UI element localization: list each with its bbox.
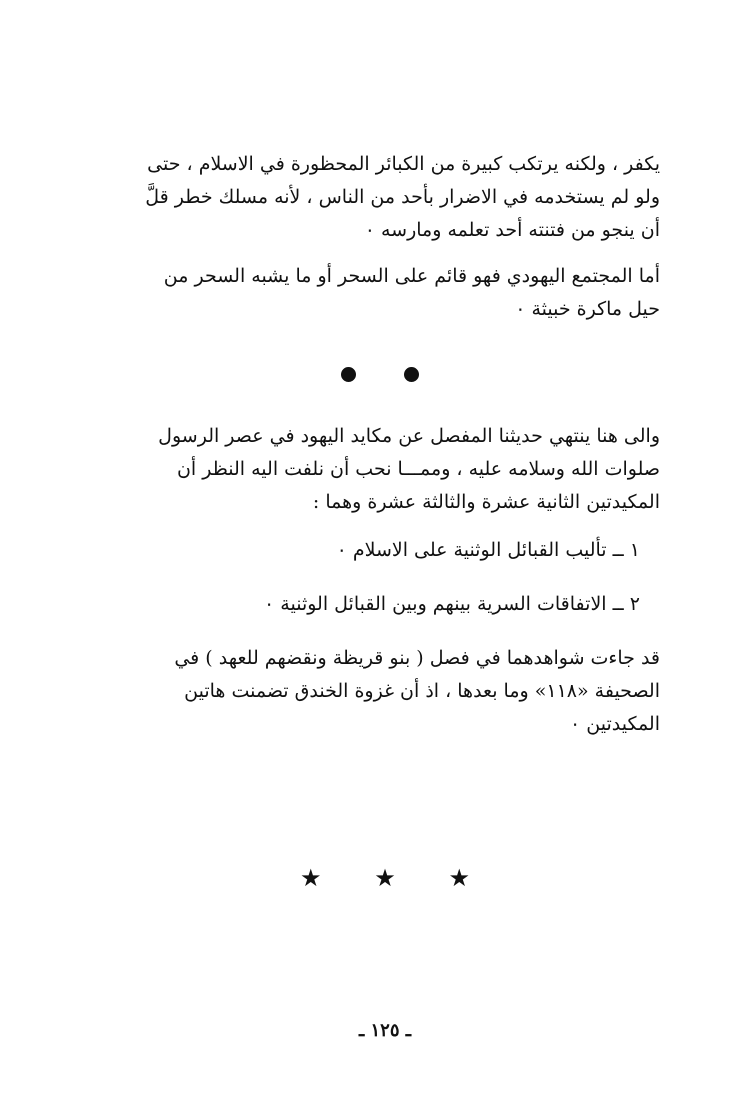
paragraph-jewish-society [108,260,660,326]
divider-dot [404,367,419,382]
paragraph-line: الصحيفة «١١٨» وما بعدها ، اذ أن غزوة الخندق تضمنت هاتين [184,680,660,702]
paragraph-reference [108,642,660,741]
paragraph-conclusion [108,420,660,519]
paragraph-line: صلوات الله وسلامه عليه ، وممـــا نحب أن نلفت اليه النظر أن [176,458,660,480]
paragraph-line: ولو لم يستخدمه في الاضرار بأحد من الناس ، لأنه مسلك خطر قلَّ [145,186,660,208]
paragraph-line: يكفر ، ولكنه يرتكب كبيرة من الكبائر المحظورة في الاسلام ، حتى [147,153,660,175]
end-ornament-stars [300,862,470,894]
star-icon: ★ [448,864,470,892]
paragraph-line: المكيدتين ٠ [570,713,660,735]
page-number: ـ ١٢٥ ـ [358,1020,412,1041]
star-icon: ★ [300,864,322,892]
star-icon: ★ [374,864,396,892]
paragraph-continuation [108,148,660,247]
paragraph-line: المكيدتين الثانية عشرة والثالثة عشرة وهما : [312,491,660,513]
divider-dot [341,367,356,382]
paragraph-line: والى هنا ينتهي حديثنا المفصل عن مكايد اليهود في عصر الرسول [158,425,660,447]
paragraph-line: قد جاءت شواهدهما في فصل ( بنو قريظة ونقضهم للعهد ) في [174,647,660,669]
paragraph-line: حيل ماكرة خبيثة ٠ [515,298,660,320]
paragraph-line: أن ينجو من فتنته أحد تعلمه ومارسه ٠ [364,219,660,241]
section-divider-dots [330,362,430,386]
list-item-2: ٢ ــ الاتفاقات السرية بينهم وبين القبائل الوثنية ٠ [264,593,640,615]
list-item-1: ١ ــ تأليب القبائل الوثنية على الاسلام ٠ [336,539,640,561]
paragraph-line: أما المجتمع اليهودي فهو قائم على السحر أو ما يشبه السحر من [163,265,660,287]
